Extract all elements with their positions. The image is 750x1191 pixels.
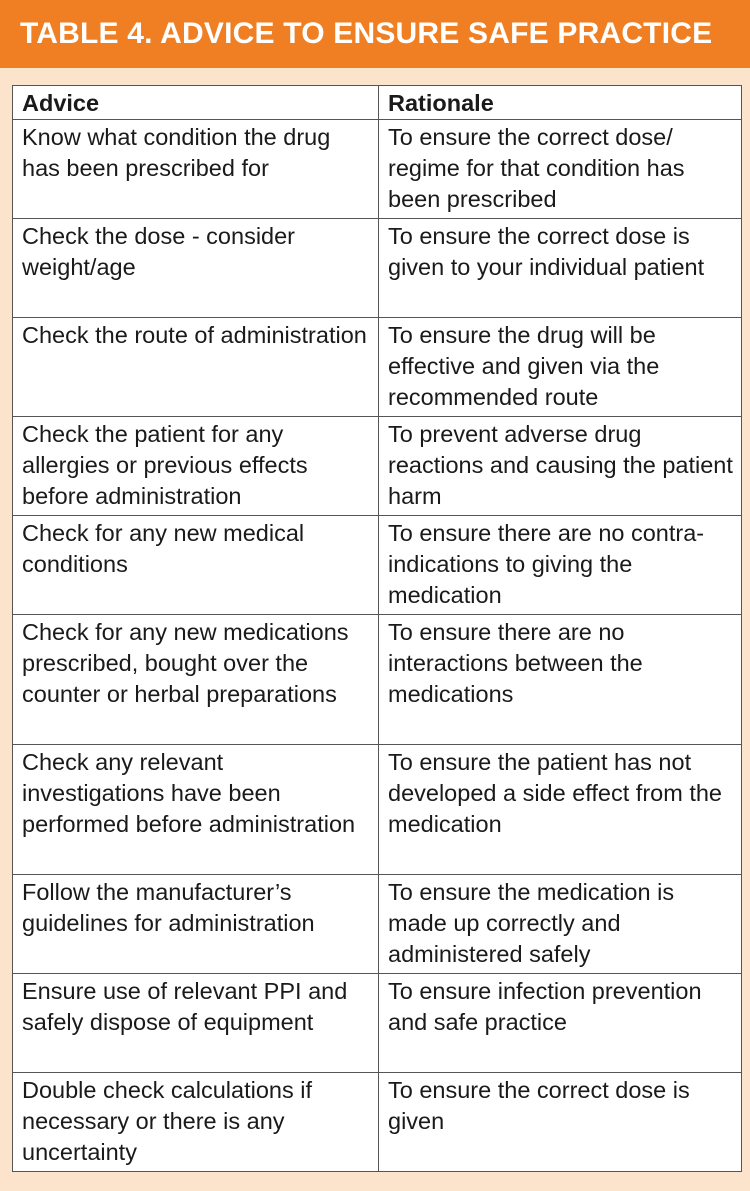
advice-cell: Know what condition the drug has been prescribed for <box>13 120 379 219</box>
rationale-cell: To ensure the patient has not developed a side effect from the medication <box>379 745 742 875</box>
advice-cell: Check the patient for any allergies or previous effects before administration <box>13 417 379 516</box>
table-row <box>13 219 742 318</box>
rationale-cell: To ensure there are no contra-indications to giving the medication <box>379 516 742 615</box>
advice-table <box>12 85 742 1172</box>
column-header-advice: Advice <box>13 86 379 120</box>
rationale-cell: To ensure the correct dose is given <box>379 1073 742 1172</box>
rationale-cell: To ensure the correct dose/ regime for that condition has been prescribed <box>379 120 742 219</box>
rationale-cell: To prevent adverse drug reactions and causing the patient harm <box>379 417 742 516</box>
advice-cell: Check for any new medical conditions <box>13 516 379 615</box>
rationale-cell: To ensure infection prevention and safe practice <box>379 974 742 1073</box>
table-row <box>13 120 742 219</box>
table-title-banner <box>0 0 750 68</box>
rationale-cell: To ensure the medication is made up correctly and administered safely <box>379 875 742 974</box>
rationale-cell: To ensure there are no interactions between the medications <box>379 615 742 745</box>
table-row <box>13 745 742 875</box>
table-title: TABLE 4. ADVICE TO ENSURE SAFE PRACTICE <box>20 17 713 50</box>
advice-cell: Double check calculations if necessary or there is any uncertainty <box>13 1073 379 1172</box>
table-row <box>13 875 742 974</box>
advice-cell: Check the route of administration <box>13 318 379 417</box>
table-row <box>13 516 742 615</box>
advice-cell: Check the dose - consider weight/age <box>13 219 379 318</box>
table-row <box>13 318 742 417</box>
advice-cell: Check for any new medications prescribed, bought over the counter or herbal preparations <box>13 615 379 745</box>
table-row <box>13 615 742 745</box>
table-row <box>13 974 742 1073</box>
advice-cell: Check any relevant investigations have been performed before administration <box>13 745 379 875</box>
rationale-cell: To ensure the correct dose is given to your individual patient <box>379 219 742 318</box>
rationale-cell: To ensure the drug will be effective and given via the recommended route <box>379 318 742 417</box>
advice-cell: Ensure use of relevant PPI and safely dispose of equipment <box>13 974 379 1073</box>
table-row <box>13 417 742 516</box>
table-header-row <box>13 86 742 120</box>
advice-cell: Follow the manufacturer’s guidelines for administration <box>13 875 379 974</box>
table-row <box>13 1073 742 1172</box>
column-header-rationale: Rationale <box>379 86 742 120</box>
